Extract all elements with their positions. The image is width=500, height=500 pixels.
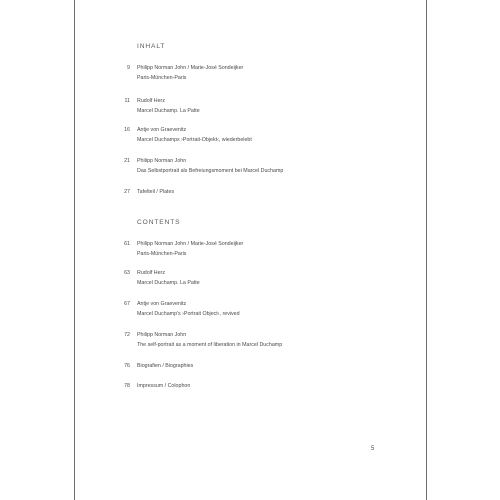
- toc-entry-text: [137, 300, 407, 319]
- toc-author: Antje von Graevenitz: [137, 301, 187, 307]
- toc-title: Biografien / Biographies: [137, 363, 194, 369]
- toc-entry: [0, 97, 500, 117]
- toc-entry: [0, 331, 500, 351]
- toc-entry-text: [137, 362, 407, 372]
- toc-page-number: 72: [124, 332, 130, 338]
- toc-author: Antje von Graevenitz: [137, 127, 187, 133]
- toc-page-number: 16: [124, 127, 130, 133]
- toc-title: Marcel Duchamp's ›Portrait Object‹, revived: [137, 310, 240, 317]
- toc-entry-text: [137, 64, 407, 83]
- toc-entry-text: [137, 126, 407, 145]
- toc-page-number: 67: [124, 301, 130, 307]
- toc-page-number: 76: [124, 363, 130, 369]
- toc-entry-text: [137, 97, 407, 116]
- toc-page-number: 21: [124, 158, 130, 164]
- toc-title: Marcel Duchamps ›Portrait-Objekt‹, wiederbelebt: [137, 136, 252, 143]
- toc-title: Marcel Duchamp. La Patte: [137, 279, 200, 286]
- toc-entry: [0, 300, 500, 320]
- toc-author: Rudolf Herz: [137, 270, 165, 276]
- toc-entry: [0, 64, 500, 84]
- toc-author: Philipp Norman John: [137, 332, 187, 338]
- toc-title: Tafelteil / Plates: [137, 189, 175, 195]
- toc-entry-text: [137, 331, 407, 350]
- toc-page-number: 63: [124, 270, 130, 276]
- toc-title: Paris-München-Paris: [137, 250, 187, 257]
- toc-author: Philipp Norman John / Marie-José Sondeijker: [137, 241, 244, 247]
- toc-title: Paris-München-Paris: [137, 74, 187, 81]
- toc-title: Marcel Duchamp. La Patte: [137, 107, 200, 114]
- toc-entry: [0, 382, 500, 402]
- toc-author: Philipp Norman John: [137, 158, 187, 164]
- toc-page-number: 27: [124, 189, 130, 195]
- toc-page-number: 11: [124, 98, 130, 104]
- toc-author: Rudolf Herz: [137, 98, 165, 104]
- toc-entry-text: [137, 269, 407, 288]
- inhalt-heading: INHALT: [137, 43, 166, 50]
- folio-page-number: 5: [371, 446, 375, 452]
- toc-entry-text: [137, 382, 407, 392]
- toc-entry: [0, 157, 500, 177]
- toc-title: Das Selbstportrait als Befreiungsmoment bei Marcel Duchamp: [137, 167, 284, 174]
- toc-author: Philipp Norman John / Marie-José Sondeijker: [137, 65, 244, 71]
- contents-heading: CONTENTS: [137, 219, 181, 226]
- toc-entry: [0, 269, 500, 289]
- toc-page-number: 9: [127, 65, 130, 71]
- toc-entry: [0, 188, 500, 208]
- toc-page-number: 78: [124, 383, 130, 389]
- toc-title: The self-portrait as a moment of liberation in Marcel Duchamp: [137, 341, 283, 348]
- toc-entry-text: [137, 157, 407, 176]
- toc-entry: [0, 126, 500, 146]
- toc-title: Impressum / Colophon: [137, 383, 191, 389]
- toc-entry-text: [137, 188, 407, 198]
- toc-entry: [0, 362, 500, 382]
- toc-entry: [0, 240, 500, 260]
- toc-page-number: 61: [124, 241, 130, 247]
- toc-entry-text: [137, 240, 407, 259]
